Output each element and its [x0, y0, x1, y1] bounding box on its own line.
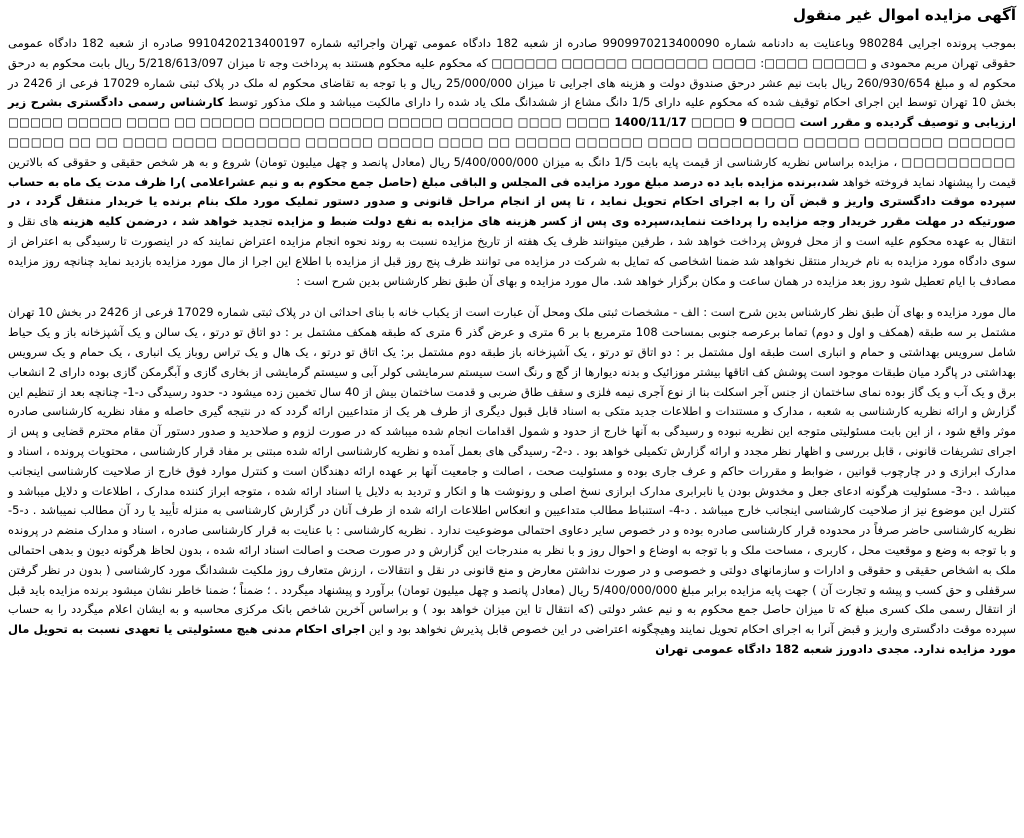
text-line: مبلغ 5/400/000/000 ریال (معادل پانصد و چهل میلیون تومان) برآورد و پیشنهاد میگردد . ؛ ضمناً ؛ ضمنا خاطر نشان میشود برنده مزایده باید قبل از انتقال رسمی	[8, 582, 1016, 617]
text-line: شد،برنده مزایده باید ده درصد مبلغ مورد مزایده فی المجلس و الباقی مبلغ (حاصل جمع محکوم به و نیم عشراعلامی )را ظرف مدت یک ماه به حساب سپرده موقت	[8, 174, 1017, 209]
text-line: عشر درحق صندوق دولت و هزینه های اجرایی تا میزان 25/000/000 ریال و با توجه به تقاضای محکوم له ملک در پلاک ثبتی شماره 17029 فرعی از 2426 در	[8, 75, 783, 90]
text-line: 2 انشعاب برق و یک آب و یک گاز بوده نمای ساختمان از جنس آجر اسکلت بنا از نوع آجری نیمه فلزی و سقف طاق ضربی و قدمت ساختمان بیش از 40 سال تخمین	[8, 364, 1017, 399]
paragraph-gap	[8, 291, 1016, 303]
text-line: از طرف هر یک از متداعیین ارائه گردد که در نتیجه گیری حاصله و مفاد نظریه کارشناسی صادره موثر واقع شود ، از این بابت مسئولیتی متوجه این نظریه نبوده و رسیدگی	[8, 404, 1017, 439]
notice-paragraph-2	[8, 303, 1016, 659]
notice-paragraph-1	[8, 34, 1016, 291]
text-line: اعلام میگردد را به حساب سپرده موقت دادگستری واریز و قبض آنرا به اجرای احکام تحویل نمایند وهیچگونه اعتراضی در این خصوص قابل پذیرش نخواهد بود و این	[8, 602, 1017, 637]
text-line: ملک کسری مبلغ که تا میزان حاصل جمع محکوم به و نیم عشر دولتی (که انتقال تا این میزان خواهد بود ) و براساس آخرین شاخص بانک مرکزی محاسبه و به ایشان	[136, 602, 935, 617]
text-line: تو درتو ، یک آشپزخانه باز طبقه دوم مشتمل بر: یک اتاق تو درتو ، یک هال و یک تراس روباز یک انباری ، یک حمام و یک سرویس بهداشتی در پاگرد میان طبقات	[8, 344, 1016, 379]
text-line: های نقل و انتقال به عهده محکوم علیه است و از محل فروش پرداخت خواهد شد ، طرفین میتوانند ظرف یک هفته از تاریخ مزایده نسبت به روند نحوه انجام مزایده اعتراض	[8, 214, 1016, 248]
text-line: □□□□□ □□□□□□ □□□□□ □□ □□□□ □□□□□ □□□□□ □□□□□□ □□□□□□□ □□□□□ □□□□□□□□□ □□□□ □□□□□□	[8, 115, 1017, 149]
text-line: به آنها خارج از حدود و شمول اقدامات انجام شده میباشد که در صورت لزوم و صلاحدید و صدور دستور آن مقام محترم قضایی و پس از اجرای تشریفات قانونی ، قابل	[8, 424, 1016, 458]
text-line: اجرای احکام مدنی هیچ مسئولیتی یا تعهدی نسبت به تحویل مال مورد مزایده ندارد. مجدی دادورز شعبه 182 دادگاه عمومی تهران	[8, 622, 1016, 656]
text-line: مال مورد مزایده و بهای آن طبق نظر کارشناس بدین شرح است : الف - مشخصات ثبتی ملک ومحل آن عبارت است از یکباب خانه با بنای احداثی ان در پلاک ثبتی شماره	[217, 305, 1017, 320]
text-line: □□□□□ □□ □□□□ □□□□□ □□□□□□ □□□□□□□ □□□□ □□□□ □□ □□ □□□□□ □□□□□□□□□□ ، مزایده براساس نظریه کارشناسی از قیمت پایه بابت	[8, 134, 1017, 169]
text-line: اسناد ارائه شده ، بدون لحاظ هرگونه دیون و بدهی احتمالی ملک به اشخاص حقیقی و حقوقی و ادارات و سازمانهای دولتی و خصوصی و در صورت نداشتن معارض و منع	[8, 542, 1017, 577]
text-line: متری که طبقه همکف مشتمل بر : دو اتاق تو درتو ، یک سالن و یک آشپزخانه باز و یک حیاط شامل سرویس بهداشتی و حمام و انباری است طبقه اول مشتمل بر : دو اتاق	[8, 325, 1017, 359]
text-line: کارشناس رسمی دادگستری بشرح زیر ارزیابی و توصیف گردیده و مقرر است □□□□ 9 □□□□ 1400/11/17 □□□□ □□□□ □□□□□□ □□□□□	[8, 95, 1016, 130]
text-line: روز قبل از مزایده با اطلاع این اجرا از مال مورد مزایده بازدید نماید چنانچه روز مزایده مصادف با ایام تعطیل شود روز بعد مزایده در همان ساعت و مکان برگزار خواهد	[8, 253, 1016, 288]
notice-title: آگهی مزایده اموال غیر منقول	[792, 6, 1016, 24]
text-line: 17029 فرعی از 2426 در بخش 10 تهران مشتمل بر سه طبقه (همکف و اول و دوم) تماما برعرصه جنوبی بمساحت 108 مترمربع با بر 6 متری و عرض گذر 6	[8, 305, 1016, 340]
text-line: □□□□□□ که محکوم علیه محکوم هستند به پرداخت وجه تا میزان 5/218/613/097 ریال بابت محکوم به درحق محکوم له و مبلغ 260/930/654 ریال بابت نیم	[8, 55, 1017, 90]
text-line: ، اسناد و مدارک ابرازی و در چارچوب قوانین ، ضوابط و مقررات حاکم و عرف جاری بوده و مسئولیت صحت ، اصالت و جامعیت آنها بر عهده ارائه دهندگان است و	[8, 443, 1017, 478]
text-line: کنترل موارد فوق خارج از صلاحیت کارشناسی اینجانب میباشد . د-3- مسئولیت هرگونه ادعای جعل و مخدوش بودن یا نابرابری مدارک ابرازی نسخ اصلی و رونوشت ها و	[8, 463, 1017, 498]
text-line: 1/5 دانگ به میزان 5/400/000/000 ریال (معادل پانصد و چهل میلیون تومان) شروع و به هر شخص حقیقی و حقوقی که بالاترین قیمت را پیشنهاد نماید فروخته خواهد	[8, 154, 1017, 189]
text-line: انکار و تردید به دلایل یا اسناد ارائه شده ، متوجه ابراز کننده مدارک ، اطلاعات و دلایل میباشد و کنترل این موضوع نیز از صلاحیت کارشناسی اینجانب خارج میباشد . د-4-	[8, 483, 1017, 518]
text-line: بررسی و اظهار نظر مجدد و ارائه گزارش تکمیلی خواهد بود . د-2- رسیدگی های بعمل آمده و نظریه کارشناسی ارائه شده مبتنی بر مفاد قرار کارشناسی ، محتویات پرونده	[53, 443, 870, 458]
text-line: محدوده قرار کارشناسی صادره بوده و در خصوص سایر دعاوی احتمالی موضوعیت ندارد . نظریه کارشناسی : با عنایت به قرار کارشناسی صادره ، اسناد و مدارک منضم	[56, 523, 856, 538]
text-line: موجود است پوشش کف اتاقها بیشتر موزائیک و بدنه دیوارها از گچ و رنگ است سیستم سرمایشی کولر آبی و سیستم گرمایشی از بخاری گازی و آبگرمکن گازی بوده دارای	[59, 364, 869, 379]
text-line: زده میشود د- حدود رسیدگی د-1- چنانچه بعد از تنظیم این گزارش و ارائه نظریه کارشناسی به شعبه ، مدارک و مستندات و اطلاعات جدید متکی به اسناد قابل قبول دیگری	[8, 384, 1016, 419]
text-line: صورتیکه در مهلت مقرر خریدار وجه مزایده را پرداخت ننماید،سپرده وی پس از کسر هزینه های مزایده به نفع دولت ضبط و مزایده تجدید خواهد شد ، درضمن کلیه هزینه	[62, 214, 1017, 229]
text-line: صادره از شعبه 182 دادگاه عمومی حقوقی تهران مریم محمودی و □□□□□ □□□□: □□□□ □□□□□□□ □□□□□□	[8, 36, 1017, 70]
text-line: بموجب پرونده اجرایی 980284 وباعنایت به دادنامه شماره 9909970213400090 صادره از شعبه 182 دادگاه عمومی تهران واجرائیه شماره 9910420213400197	[188, 36, 1016, 50]
text-line: نمایند که در اینصورت تا رسیدگی به اعتراض از سوی دادگاه مورد مزایده به نام خریدار منتقل نخواهد شد ضمنا اشخاصی که تمایل به شرکت در مزایده می توانند ظرف پنج	[8, 233, 1016, 268]
text-line: در پرونده و با توجه به وضع و موقعیت محل ، کاربری ، مساحت ملک و با توجه به اوضاع و احوال روز و با نظر به مندرجات این گزارش و در صورت صحت و اصالت	[8, 523, 1016, 557]
text-line: قانونی در نقل و انتقالات ، ارزش متعارف روز ملکیت ششدانگ مورد کارشناسی ( بدون در نظر گرفتن سرقفلی و حق کسب و پیشه و تجارت آن ) جهت پایه مزایده برابر	[8, 562, 1016, 597]
text-line: دادگستری واریز و قبض آن را به اجرای احکام تحویل نماید ، تا پس از انجام مراحل قانونی و صدور دستور تملیک مورد ملک بنام برنده یا خریدار منتقل گردد ، در	[8, 194, 936, 209]
text-line: بخش 10 تهران توسط این اجرای احکام توقیف شده که محکوم علیه دارای 1/5 دانگ مشاع از ششدانگ ملک یاد شده را دارای مالکیت میباشد و ملک مذکور توسط	[227, 95, 1016, 110]
text-line: استنباط مطالب متداعیین و انعکاس اطلاعات ارائه شده از طرف آنان در گزارش کارشناسی به منزله تأیید یا رد آن مطالب نمیباشد . د-5- نظریه کارشناسی حاضر صرفاً در	[8, 503, 1016, 538]
text-line: شد. مال مورد مزایده و بهای آن طبق نظر کارشناس بدین شرح است :	[296, 273, 633, 288]
